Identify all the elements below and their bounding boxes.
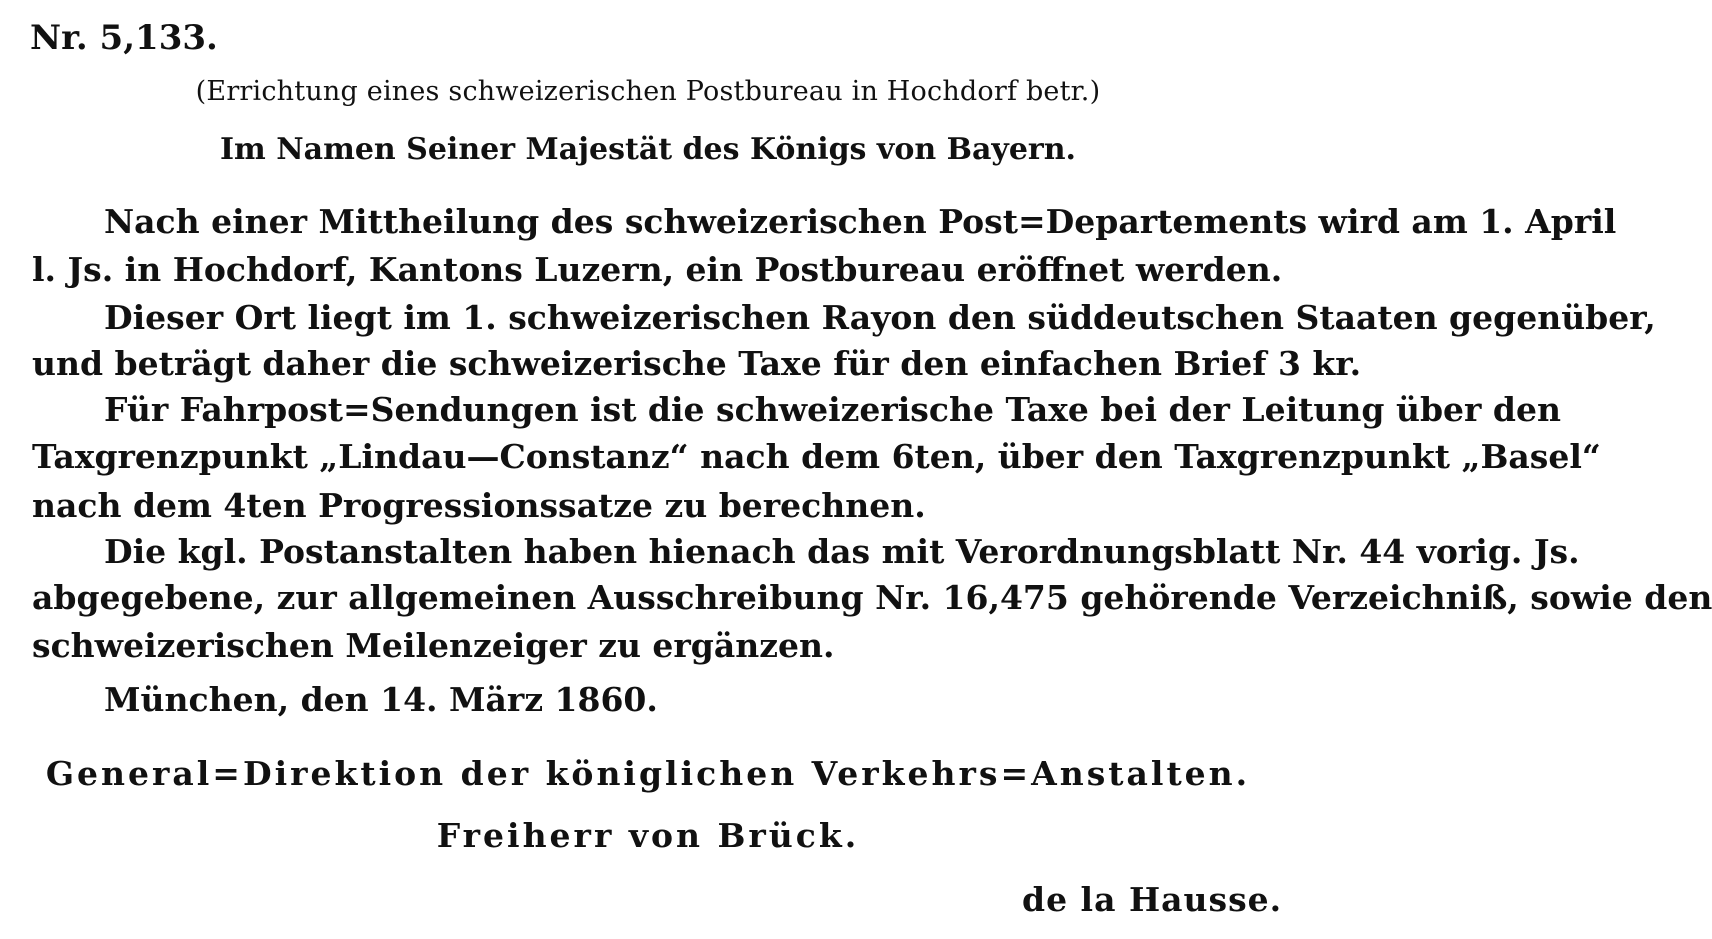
signatory-1: Freiherr von Brück.	[436, 816, 860, 855]
signatory-2: de la Hausse.	[1022, 880, 1283, 919]
body-line-2: l. Js. in Hochdorf, Kantons Luzern, ein Postbureau eröffnet werden.	[32, 250, 1283, 289]
document-subject: (Errichtung eines schweizerischen Postbureau in Hochdorf betr.)	[195, 76, 1101, 107]
body-line-5: Für Fahrpost=Sendungen ist die schweizerische Taxe bei der Leitung über den	[104, 390, 1561, 429]
royal-heading: Im Namen Seiner Majestät des Königs von Bayern.	[220, 132, 1076, 167]
issuing-authority: General=Direktion der königlichen Verkehrs=Anstalten.	[45, 754, 1251, 793]
body-line-6: Taxgrenzpunkt „Lindau—Constanz“ nach dem 6ten, über den Taxgrenzpunkt „Basel“	[32, 437, 1601, 476]
document-number: Nr. 5,133.	[30, 18, 218, 58]
dateline: München, den 14. März 1860.	[104, 680, 658, 719]
body-line-10: schweizerischen Meilenzeiger zu ergänzen.	[32, 626, 835, 665]
body-line-8: Die kgl. Postanstalten haben hienach das mit Verordnungsblatt Nr. 44 vorig. Js.	[104, 532, 1580, 571]
body-line-4: und beträgt daher die schweizerische Taxe für den einfachen Brief 3 kr.	[32, 344, 1362, 383]
body-line-3: Dieser Ort liegt im 1. schweizerischen Rayon den süddeutschen Staaten gegenüber,	[104, 298, 1656, 337]
body-line-7: nach dem 4ten Progressionssatze zu berechnen.	[32, 486, 926, 525]
body-line-1: Nach einer Mittheilung des schweizerischen Post=Departements wird am 1. April	[104, 202, 1617, 241]
body-line-9: abgegebene, zur allgemeinen Ausschreibung Nr. 16,475 gehörende Verzeichniß, sowie den	[32, 578, 1712, 617]
